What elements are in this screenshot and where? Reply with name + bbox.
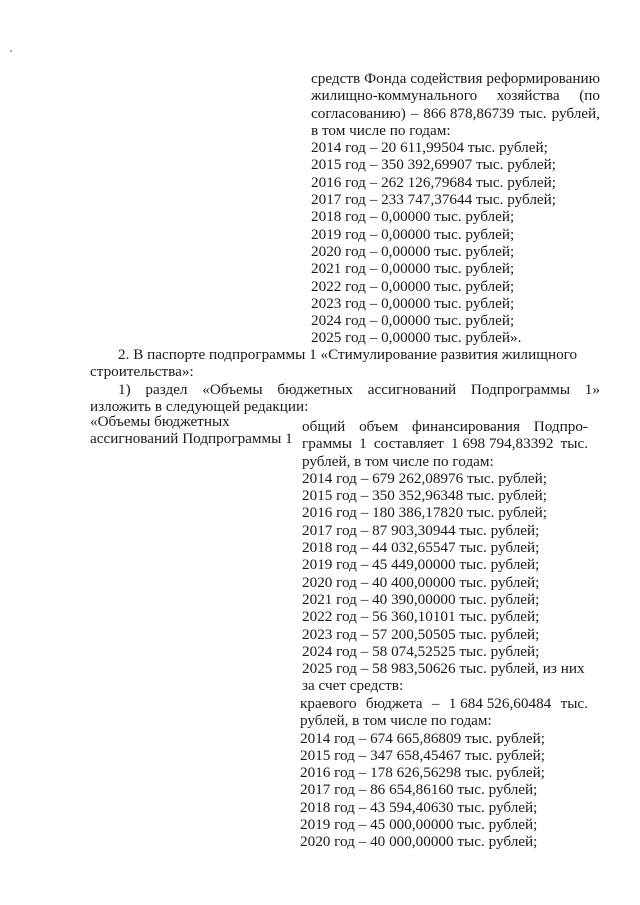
- text-fragment: раздел: [145, 381, 188, 398]
- section-label-line-2: ассигнований Подпрограммы 1: [90, 430, 293, 448]
- fund-intro-line-2: [311, 87, 600, 104]
- text-fragment: 866 878,86739: [423, 104, 515, 122]
- financing-sources-line: за счет средств:: [302, 677, 404, 695]
- financing-year-line: 2021 год – 40 390,00000 тыс. рублей;: [302, 590, 540, 608]
- fund-year-line: 2014 год – 20 611,99504 тыс. рублей;: [311, 139, 548, 157]
- subpoint-1-paragraph: [90, 381, 600, 416]
- text-fragment: –: [431, 695, 440, 712]
- regional-year-line: 2016 год – 178 626,56298 тыс. рублей;: [300, 764, 545, 782]
- text-fragment: бюджета: [365, 695, 423, 712]
- text-fragment: тыс.: [560, 695, 588, 712]
- financing-intro-line-2: [302, 435, 588, 452]
- regional-year-line: 2014 год – 674 665,86809 тыс. рублей;: [300, 729, 545, 747]
- fund-year-line: 2019 год – 0,00000 тыс. рублей;: [311, 225, 515, 243]
- fund-year-line: 2021 год – 0,00000 тыс. рублей;: [311, 260, 515, 278]
- total-financing-block: [302, 418, 588, 695]
- point-2-paragraph: [90, 346, 600, 381]
- text-fragment: 1»: [584, 381, 600, 398]
- text-fragment: хозяйства: [496, 87, 560, 105]
- text-fragment: тыс.: [519, 104, 547, 122]
- fund-year-line: 2016 год – 262 126,79684 тыс. рублей;: [311, 173, 556, 191]
- regional-intro-line-2: рублей, в том числе по годам:: [300, 712, 492, 730]
- text-fragment: бюджетных: [277, 381, 353, 398]
- financing-year-line: 2025 год – 58 983,50626 тыс. рублей, из них: [302, 660, 585, 678]
- text-fragment: средств: [311, 70, 361, 87]
- regional-year-line: 2015 год – 347 658,45467 тыс. рублей;: [300, 746, 545, 764]
- text-fragment: рублей,: [551, 104, 600, 122]
- subpoint-1-line-2: изложить в следующей редакции:: [90, 398, 309, 416]
- financing-year-line: 2015 год – 350 352,96348 тыс. рублей;: [302, 487, 547, 505]
- text-fragment: Подпрограммы: [470, 381, 571, 398]
- text-fragment: 1 684 526,60484: [448, 695, 552, 712]
- regional-year-line: 2017 год – 86 654,86160 тыс. рублей;: [300, 781, 538, 799]
- text-fragment: граммы: [302, 435, 352, 453]
- text-fragment: 1): [118, 381, 131, 398]
- fund-intro-line-3: [311, 105, 600, 122]
- fund-year-line: 2015 год – 350 392,69907 тыс. рублей;: [311, 156, 556, 174]
- financing-year-line: 2020 год – 40 400,00000 тыс. рублей;: [302, 573, 540, 591]
- financing-year-line: 2024 год – 58 074,52525 тыс. рублей;: [302, 642, 540, 660]
- regional-year-line: 2019 год – 45 000,00000 тыс. рублей;: [300, 816, 538, 834]
- financing-year-line: 2023 год – 57 200,50505 тыс. рублей;: [302, 625, 540, 643]
- regional-budget-block: [300, 695, 588, 851]
- section-label: [90, 413, 300, 448]
- fund-year-line: 2023 год – 0,00000 тыс. рублей;: [311, 294, 515, 312]
- point-2-line-2: строительства»:: [90, 363, 194, 381]
- text-fragment: тыс.: [560, 435, 588, 453]
- text-fragment: Подпро-: [533, 418, 588, 435]
- fund-lead-line: в том числе по годам:: [311, 121, 451, 139]
- financing-year-line: 2018 год – 44 032,65547 тыс. рублей;: [302, 539, 540, 557]
- regional-year-line: 2018 год – 43 594,40630 тыс. рублей;: [300, 798, 538, 816]
- text-fragment: жилищно-коммунального: [311, 87, 478, 105]
- text-fragment: реформированию: [486, 70, 600, 87]
- text-fragment: объем: [359, 418, 399, 435]
- fund-year-line: 2018 год – 0,00000 тыс. рублей;: [311, 208, 515, 226]
- financing-year-line: 2022 год – 56 360,10101 тыс. рублей;: [302, 608, 540, 626]
- text-fragment: содействия: [410, 70, 483, 87]
- financing-year-line: 2016 год – 180 386,17820 тыс. рублей;: [302, 504, 547, 522]
- financing-year-line: 2014 год – 679 262,08976 тыс. рублей;: [302, 469, 547, 487]
- fund-intro-line-1: [311, 70, 600, 87]
- regional-year-line: 2020 год – 40 000,00000 тыс. рублей;: [300, 833, 538, 851]
- scan-speck: [10, 50, 12, 52]
- text-fragment: 1: [359, 435, 367, 453]
- text-fragment: 1 698 794,83392: [450, 435, 554, 453]
- section-label-line-1: «Объемы бюджетных: [90, 413, 230, 430]
- text-fragment: –: [410, 104, 419, 122]
- fund-year-line: 2025 год – 0,00000 тыс. рублей».: [311, 329, 522, 347]
- fund-year-line: 2017 год – 233 747,37644 тыс. рублей;: [311, 191, 556, 209]
- text-fragment: Фонда: [364, 70, 407, 87]
- financing-intro-line-3: рублей, в том числе по годам:: [302, 452, 494, 470]
- point-2-line-1: 2. В паспорте подпрограммы 1 «Стимулирование развития жилищного: [118, 346, 578, 363]
- fund-financing-block: [311, 70, 600, 347]
- text-fragment: составляет: [373, 435, 444, 453]
- text-fragment: финансирования: [412, 418, 520, 435]
- fund-year-line: 2022 год – 0,00000 тыс. рублей;: [311, 277, 515, 295]
- text-fragment: согласованию): [311, 104, 406, 122]
- financing-year-line: 2019 год – 45 449,00000 тыс. рублей;: [302, 556, 540, 574]
- text-fragment: краевого: [300, 695, 357, 712]
- subpoint-1-line-1: [90, 381, 600, 398]
- financing-intro-line-1: [302, 418, 588, 435]
- text-fragment: (по: [579, 87, 600, 105]
- regional-intro-line-1: [300, 695, 588, 712]
- fund-year-line: 2024 год – 0,00000 тыс. рублей;: [311, 312, 515, 330]
- financing-year-line: 2017 год – 87 903,30944 тыс. рублей;: [302, 521, 540, 539]
- text-fragment: ассигнований: [367, 381, 457, 398]
- text-fragment: общий: [302, 418, 346, 435]
- fund-year-line: 2020 год – 0,00000 тыс. рублей;: [311, 242, 515, 260]
- text-fragment: «Объемы: [202, 381, 263, 398]
